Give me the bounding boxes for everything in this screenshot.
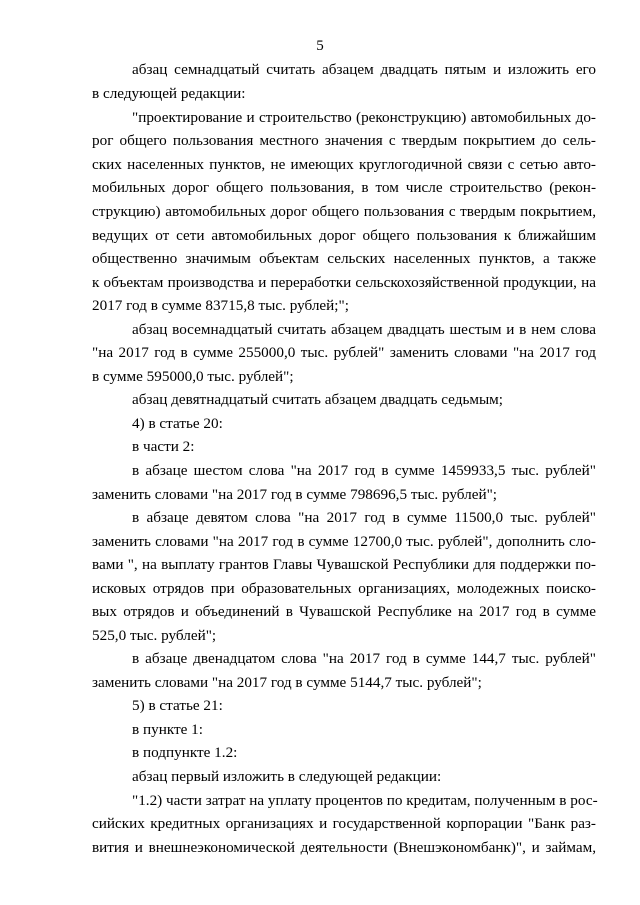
text-line: в части 2: xyxy=(132,438,195,455)
text-line: в абзаце девятом слова "на 2017 год в сумме 11500,0 тыс. рублей" xyxy=(132,509,596,526)
text-line: 525,0 тыс. рублей"; xyxy=(92,627,217,644)
text-line: абзац девятнадцатый считать абзацем двадцать седьмым; xyxy=(132,391,504,408)
text-line: абзац семнадцатый считать абзацем двадцать пятым и изложить его xyxy=(132,61,596,78)
text-line: в сумме 595000,0 тыс. рублей"; xyxy=(92,368,294,385)
text-line: в подпункте 1.2: xyxy=(132,744,238,761)
text-line: абзац восемнадцатый считать абзацем двадцать шестым и в нем слова xyxy=(132,321,596,338)
text-line: заменить словами "на 2017 год в сумме 12700,0 тыс. рублей", дополнить сло- xyxy=(92,533,596,550)
text-line: абзац первый изложить в следующей редакции: xyxy=(132,768,442,785)
text-line: вития и внешнеэкономической деятельности (Внешэкономбанк)", и займам, xyxy=(92,839,596,856)
text-line: 2017 год в сумме 83715,8 тыс. рублей;"; xyxy=(92,297,349,314)
text-line: 5) в статье 21: xyxy=(132,697,223,714)
text-line: сийских кредитных организациях и государственной корпорации "Банк раз- xyxy=(92,815,596,832)
text-line: вых отрядов и объединений в Чувашской Республике на 2017 год в сумме xyxy=(92,603,596,620)
text-line: общественно значимым объектам сельских населенных пунктов, а также xyxy=(92,250,596,267)
text-line: в пункте 1: xyxy=(132,721,203,738)
text-line: заменить словами "на 2017 год в сумме 5144,7 тыс. рублей"; xyxy=(92,674,482,691)
text-line: вами ", на выплату грантов Главы Чувашской Республики для поддержки по- xyxy=(92,556,596,573)
text-line: ских населенных пунктов, не имеющих круглогодичной связи с сетью авто- xyxy=(92,156,596,173)
text-line: исковых отрядов при образовательных организациях, молодежных поиско- xyxy=(92,580,596,597)
text-line: в абзаце шестом слова "на 2017 год в сумме 1459933,5 тыс. рублей" xyxy=(132,462,596,479)
text-line: "проектирование и строительство (реконструкцию) автомобильных до- xyxy=(132,109,596,126)
text-line: мобильных дорог общего пользования, в том числе строительство (рекон- xyxy=(92,179,596,196)
text-line: ведущих от сети автомобильных дорог общего пользования к ближайшим xyxy=(92,227,596,244)
text-line: в следующей редакции: xyxy=(92,85,246,102)
text-line: рог общего пользования местного значения с твердым покрытием до сель- xyxy=(92,132,596,149)
text-line: к объектам производства и переработки сельскохозяйственной продукции, на xyxy=(92,274,596,291)
text-line: 4) в статье 20: xyxy=(132,415,223,432)
text-line: струкцию) автомобильных дорог общего пользования с твердым покрытием, xyxy=(92,203,596,220)
text-line: в абзаце двенадцатом слова "на 2017 год в сумме 144,7 тыс. рублей" xyxy=(132,650,596,667)
text-line: "на 2017 год в сумме 255000,0 тыс. рублей" заменить словами "на 2017 год xyxy=(92,344,596,361)
text-line: заменить словами "на 2017 год в сумме 798696,5 тыс. рублей"; xyxy=(92,486,498,503)
text-line: "1.2) части затрат на уплату процентов по кредитам, полученным в рос- xyxy=(132,792,598,809)
page-number: 5 xyxy=(316,38,324,54)
